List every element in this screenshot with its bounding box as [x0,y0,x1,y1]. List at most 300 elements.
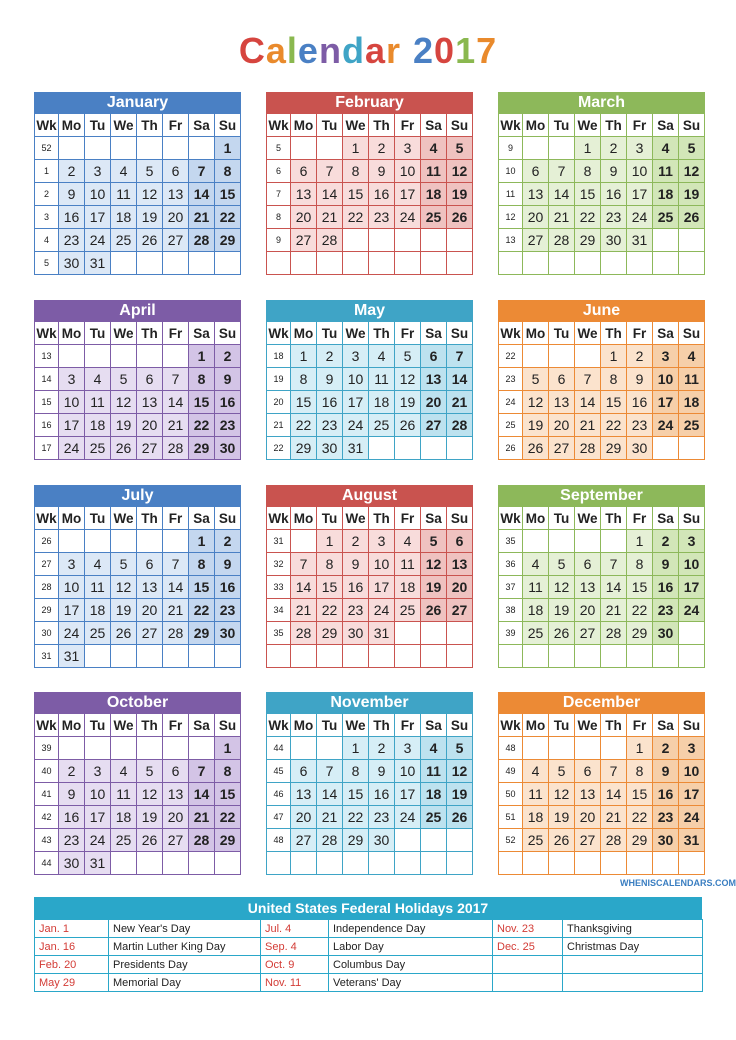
day-cell: 6 [137,368,163,391]
day-cell: 28 [163,622,189,645]
day-cell: 27 [575,622,601,645]
weekday-header: We [575,714,601,737]
week-number [499,852,523,875]
day-cell: 15 [343,183,369,206]
day-cell: 1 [189,530,215,553]
day-cell: 29 [317,622,343,645]
month-february [266,92,473,275]
day-cell: 10 [85,783,111,806]
day-cell: 9 [215,368,241,391]
day-cell: 7 [601,553,627,576]
month-october [34,692,241,875]
day-cell: 22 [291,414,317,437]
day-cell [421,829,447,852]
month-table [34,713,241,875]
day-cell: 29 [627,622,653,645]
day-cell [575,530,601,553]
month-title: May [266,300,473,321]
day-cell: 14 [189,183,215,206]
month-title: October [34,692,241,713]
day-cell: 15 [215,183,241,206]
weekday-header: Fr [395,714,421,737]
title-letter: d [341,30,365,71]
day-cell: 23 [215,599,241,622]
day-cell: 19 [679,183,705,206]
week-number: 52 [499,829,523,852]
holiday-date: May 29 [35,974,109,992]
weekday-header: Mo [291,322,317,345]
day-cell [575,852,601,875]
day-cell: 23 [343,599,369,622]
day-cell: 16 [653,783,679,806]
day-cell: 28 [291,622,317,645]
day-cell: 21 [601,599,627,622]
month-title: January [34,92,241,113]
day-cell: 10 [85,183,111,206]
holiday-name: Thanksgiving [563,920,703,938]
day-cell: 28 [447,414,473,437]
title-letter: a [265,30,287,71]
day-cell: 25 [523,829,549,852]
day-cell [653,252,679,275]
week-number: 14 [35,368,59,391]
weekday-header: Th [369,114,395,137]
holiday-name [563,974,703,992]
day-cell: 15 [317,576,343,599]
weekday-header: Fr [163,114,189,137]
day-cell: 18 [85,599,111,622]
week-header: Wk [499,322,523,345]
day-cell: 21 [189,806,215,829]
day-cell: 27 [575,829,601,852]
week-number: 12 [499,206,523,229]
day-cell [549,737,575,760]
day-cell: 2 [369,737,395,760]
weekday-header: Fr [395,507,421,530]
day-cell: 18 [395,576,421,599]
holiday-name [563,956,703,974]
holiday-date [493,956,563,974]
day-cell: 9 [627,368,653,391]
day-cell: 23 [369,806,395,829]
holiday-date: Jan. 16 [35,938,109,956]
day-cell: 26 [137,829,163,852]
day-cell: 8 [343,760,369,783]
month-march [498,92,705,275]
day-cell: 28 [575,437,601,460]
day-cell [59,137,85,160]
title-letter: a [364,30,386,71]
day-cell: 25 [421,806,447,829]
week-number: 22 [499,345,523,368]
title-letter: r [385,30,401,71]
day-cell: 8 [189,368,215,391]
day-cell: 16 [59,206,85,229]
day-cell [215,645,241,668]
day-cell: 4 [85,553,111,576]
holidays-table [34,897,702,992]
day-cell: 17 [343,391,369,414]
weekday-header: Tu [549,714,575,737]
day-cell [679,645,705,668]
title-letter: e [297,30,319,71]
day-cell: 4 [653,137,679,160]
day-cell: 8 [215,760,241,783]
day-cell [85,345,111,368]
day-cell: 11 [85,576,111,599]
day-cell [447,252,473,275]
day-cell: 7 [317,760,343,783]
day-cell: 12 [395,368,421,391]
day-cell [575,645,601,668]
day-cell: 30 [59,852,85,875]
week-number: 16 [35,414,59,437]
day-cell [369,645,395,668]
day-cell [523,137,549,160]
holiday-name: Labor Day [329,938,493,956]
week-number: 37 [499,576,523,599]
day-cell: 19 [447,783,473,806]
day-cell [137,252,163,275]
day-cell [137,345,163,368]
week-number: 9 [267,229,291,252]
holiday-name: Presidents Day [109,956,261,974]
day-cell: 16 [215,576,241,599]
day-cell: 8 [627,553,653,576]
day-cell: 10 [395,760,421,783]
month-title: August [266,485,473,506]
weekday-header: Sa [421,714,447,737]
day-cell: 18 [85,414,111,437]
day-cell: 15 [291,391,317,414]
day-cell: 21 [601,806,627,829]
day-cell [653,229,679,252]
day-cell: 18 [653,183,679,206]
day-cell: 26 [447,206,473,229]
day-cell: 15 [215,783,241,806]
day-cell: 19 [111,414,137,437]
weekday-header: Th [601,322,627,345]
week-number: 38 [499,599,523,622]
day-cell: 26 [137,229,163,252]
title-letter: n [318,30,342,71]
day-cell: 28 [189,829,215,852]
day-cell: 14 [447,368,473,391]
weekday-header: Su [215,714,241,737]
day-cell: 24 [369,599,395,622]
week-number: 10 [499,160,523,183]
day-cell: 27 [137,622,163,645]
day-cell [189,252,215,275]
weekday-header: Sa [189,714,215,737]
day-cell: 11 [523,783,549,806]
day-cell: 13 [291,183,317,206]
weekday-header: Sa [653,322,679,345]
month-table [266,321,473,460]
day-cell: 6 [291,760,317,783]
holiday-name: Veterans' Day [329,974,493,992]
day-cell: 13 [163,183,189,206]
day-cell: 3 [627,137,653,160]
weekday-header: We [111,322,137,345]
week-number [267,645,291,668]
weekday-header: Mo [59,714,85,737]
weekday-header: We [111,714,137,737]
day-cell: 15 [601,391,627,414]
weekday-header: Sa [421,507,447,530]
day-cell: 3 [85,760,111,783]
day-cell: 5 [679,137,705,160]
holiday-date: Nov. 23 [493,920,563,938]
day-cell: 1 [317,530,343,553]
week-number: 35 [499,530,523,553]
day-cell [111,737,137,760]
day-cell [627,645,653,668]
day-cell: 22 [601,414,627,437]
day-cell: 2 [369,137,395,160]
weekday-header: Tu [85,507,111,530]
day-cell: 19 [111,599,137,622]
day-cell: 13 [523,183,549,206]
month-table [498,713,705,875]
day-cell: 23 [369,206,395,229]
week-number: 15 [35,391,59,414]
week-number: 32 [267,553,291,576]
watermark-text: WHENISCALENDARS.COM [620,878,736,888]
day-cell: 1 [627,530,653,553]
week-header: Wk [267,322,291,345]
day-cell: 2 [317,345,343,368]
day-cell: 6 [575,553,601,576]
day-cell: 30 [627,437,653,460]
week-number: 8 [267,206,291,229]
day-cell: 21 [189,206,215,229]
day-cell: 14 [317,183,343,206]
day-cell: 3 [679,737,705,760]
title-letter: 2 [413,30,435,71]
day-cell: 5 [421,530,447,553]
day-cell [447,852,473,875]
day-cell [523,345,549,368]
month-november [266,692,473,875]
day-cell: 16 [59,806,85,829]
day-cell: 25 [85,622,111,645]
day-cell: 28 [163,437,189,460]
day-cell [343,645,369,668]
month-table [34,321,241,460]
day-cell: 29 [601,437,627,460]
day-cell: 18 [421,183,447,206]
day-cell [317,737,343,760]
day-cell: 23 [653,599,679,622]
day-cell: 6 [163,160,189,183]
day-cell: 24 [59,622,85,645]
week-number [499,645,523,668]
day-cell: 3 [343,345,369,368]
week-header: Wk [35,114,59,137]
day-cell [447,622,473,645]
day-cell: 14 [575,391,601,414]
day-cell: 20 [137,414,163,437]
day-cell: 30 [343,622,369,645]
day-cell [317,137,343,160]
day-cell: 12 [111,576,137,599]
day-cell [679,437,705,460]
day-cell: 14 [601,576,627,599]
day-cell: 27 [163,229,189,252]
weekday-header: Mo [59,114,85,137]
weekday-header: We [343,322,369,345]
day-cell: 2 [59,160,85,183]
day-cell: 18 [111,806,137,829]
day-cell: 13 [291,783,317,806]
day-cell: 22 [343,806,369,829]
day-cell [59,737,85,760]
day-cell: 24 [395,806,421,829]
day-cell [601,252,627,275]
day-cell: 1 [215,737,241,760]
day-cell: 17 [369,576,395,599]
week-number: 4 [35,229,59,252]
day-cell: 31 [343,437,369,460]
day-cell: 12 [421,553,447,576]
day-cell: 27 [137,437,163,460]
day-cell: 12 [137,783,163,806]
day-cell [679,252,705,275]
day-cell: 27 [523,229,549,252]
weekday-header: Su [447,114,473,137]
month-table [498,113,705,275]
day-cell: 29 [627,829,653,852]
day-cell: 15 [189,391,215,414]
holiday-date: Oct. 9 [261,956,329,974]
week-number: 13 [35,345,59,368]
day-cell: 17 [85,806,111,829]
day-cell: 24 [343,414,369,437]
weekday-header: Fr [163,507,189,530]
day-cell: 25 [523,622,549,645]
weekday-header: Th [601,714,627,737]
page-title [0,30,736,72]
day-cell: 9 [369,760,395,783]
week-number: 40 [35,760,59,783]
day-cell: 4 [369,345,395,368]
week-number: 48 [499,737,523,760]
day-cell: 7 [549,160,575,183]
week-number: 39 [499,622,523,645]
weekday-header: Fr [163,714,189,737]
weekday-header: Fr [627,507,653,530]
day-cell: 22 [343,206,369,229]
day-cell: 3 [369,530,395,553]
day-cell [137,852,163,875]
holiday-name: Independence Day [329,920,493,938]
weekday-header: Th [369,714,395,737]
week-number: 11 [499,183,523,206]
day-cell [291,137,317,160]
day-cell: 19 [549,599,575,622]
weekday-header: Tu [85,114,111,137]
day-cell: 13 [549,391,575,414]
week-number: 26 [499,437,523,460]
day-cell: 12 [523,391,549,414]
day-cell [317,252,343,275]
weekday-header: Sa [421,322,447,345]
day-cell: 13 [575,576,601,599]
day-cell: 21 [549,206,575,229]
day-cell: 16 [369,783,395,806]
day-cell [447,437,473,460]
week-number: 17 [35,437,59,460]
day-cell [343,852,369,875]
week-number: 3 [35,206,59,229]
week-number: 35 [267,622,291,645]
day-cell: 20 [549,414,575,437]
weekday-header: Fr [627,714,653,737]
day-cell: 14 [189,783,215,806]
week-number: 41 [35,783,59,806]
day-cell: 12 [679,160,705,183]
day-cell: 2 [601,137,627,160]
day-cell: 4 [523,553,549,576]
week-header: Wk [35,322,59,345]
day-cell: 17 [395,783,421,806]
day-cell: 29 [215,229,241,252]
title-letter: 0 [434,30,456,71]
day-cell: 28 [317,829,343,852]
day-cell: 8 [317,553,343,576]
week-number: 48 [267,829,291,852]
day-cell: 19 [523,414,549,437]
day-cell: 29 [189,437,215,460]
day-cell: 30 [653,829,679,852]
day-cell [291,645,317,668]
day-cell: 22 [215,806,241,829]
day-cell: 11 [369,368,395,391]
day-cell: 23 [59,829,85,852]
weekday-header: Su [215,507,241,530]
day-cell: 9 [369,160,395,183]
day-cell [549,252,575,275]
weekday-header: Th [137,114,163,137]
weekday-header: Mo [523,507,549,530]
day-cell: 7 [447,345,473,368]
weekday-header: Su [447,714,473,737]
day-cell [343,252,369,275]
day-cell: 4 [85,368,111,391]
month-table [34,506,241,668]
day-cell: 29 [215,829,241,852]
day-cell: 18 [523,599,549,622]
weekday-header: Tu [549,322,575,345]
day-cell: 8 [189,553,215,576]
day-cell [679,852,705,875]
holiday-name: Martin Luther King Day [109,938,261,956]
day-cell: 22 [317,599,343,622]
day-cell: 27 [163,829,189,852]
day-cell: 2 [627,345,653,368]
day-cell: 17 [59,599,85,622]
weekday-header: Mo [291,114,317,137]
day-cell [369,252,395,275]
title-letter: 1 [455,30,477,71]
day-cell: 5 [137,760,163,783]
week-number: 24 [499,391,523,414]
holiday-date: Jul. 4 [261,920,329,938]
day-cell: 6 [291,160,317,183]
day-cell: 5 [395,345,421,368]
week-header: Wk [499,714,523,737]
